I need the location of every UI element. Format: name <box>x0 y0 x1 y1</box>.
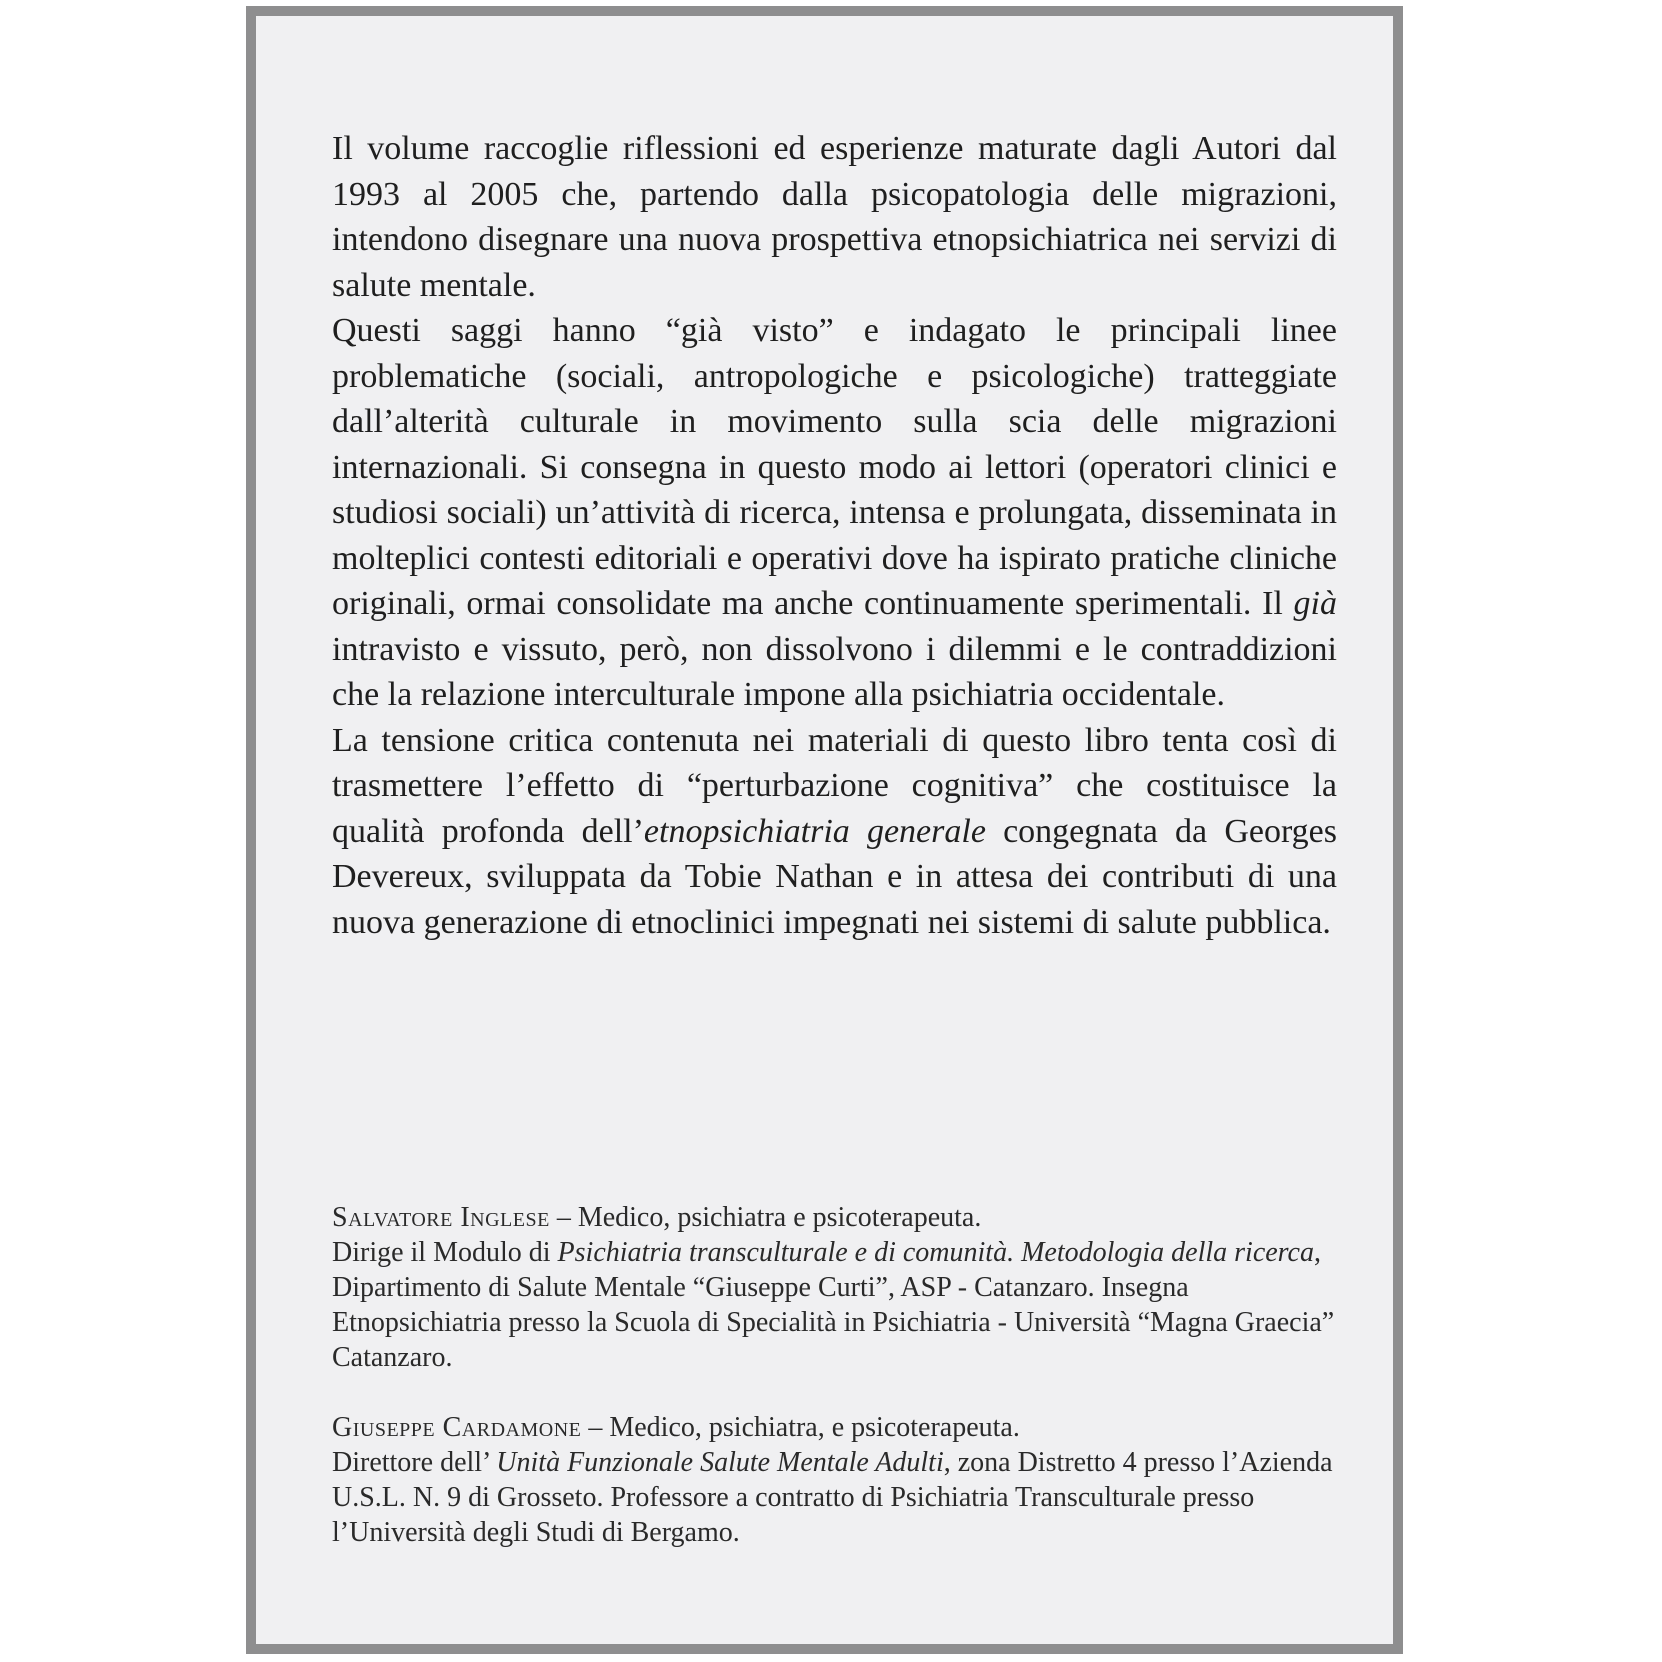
author-bio-end: , Dipartimento di Salute Mentale “Giuseppe Curti”, ASP - Catanzaro. Insegna Etnopsichiatria presso la Scuola di Specialità in Psichiatria - Università “Magna Graecia” Catanzaro. <box>332 1237 1335 1373</box>
blurb-paragraph-3-start: La tensione critica contenuta nei materiali di questo libro tenta così di trasmettere l’effetto di “perturbazione cognitiva” che costituisce la qualità profonda dell’ <box>332 721 1337 850</box>
author-bio-start: Direttore dell’ <box>332 1447 497 1478</box>
blurb-paragraph-3-emphasis: etnopsichiatria generale <box>643 812 986 850</box>
author-bio-start: Dirige il Modulo di <box>332 1237 558 1268</box>
author-bio-emphasis: Psichiatria transculturale e di comunità. Metodologia della ricerca <box>557 1237 1314 1268</box>
author-name: Giuseppe Cardamone <box>332 1412 582 1443</box>
author-role: – Medico, psichiatra e psicoterapeuta. <box>549 1202 982 1233</box>
book-back-cover <box>246 6 1403 1654</box>
blurb-paragraph-3-end: congegnata da Georges Devereux, sviluppata da Tobie Nathan e in attesa dei contributi di una nuova generazione di etnoclinici impegnati nei sistemi di salute pubblica. <box>332 812 1337 941</box>
author-name: Salvatore Inglese <box>332 1202 550 1233</box>
author-bios <box>332 1200 1337 1550</box>
blurb-paragraph-2-end: intravisto e vissuto, però, non dissolvono i dilemmi e le contraddizioni che la relazione interculturale impone alla psichiatria occidentale. <box>332 630 1337 713</box>
blurb-paragraph-1: Il volume raccoglie riflessioni ed esperienze maturate dagli Autori dal 1993 al 2005 che, partendo dalla psicopatologia delle migrazioni, intendono disegnare una nuova prospettiva etnopsichiatrica nei servizi di salute mentale. <box>332 130 1337 304</box>
blurb-paragraph-2-start: Questi saggi hanno “già visto” e indagato le principali linee problematiche (sociali, antropologiche e psicologiche) tratteggiate dall’alterità culturale in movimento sulla scia delle migrazioni internazionali. Si consegna in questo modo ai lettori (operatori clinici e studiosi sociali) un’attività di ricerca, intensa e prolungata, disseminata in molteplici contesti editoriali e operativi dove ha ispirato pratiche cliniche originali, ormai consolidate ma anche continuamente sperimentali. Il <box>332 312 1337 622</box>
author-bio-cardamone <box>332 1410 1337 1550</box>
blurb-paragraph-2 <box>332 308 1337 718</box>
author-bio-end: , zona Distretto 4 presso l’Azienda U.S.L. N. 9 di Grosseto. Professore a contratto di Psichiatria Transculturale presso l’Università degli Studi di Bergamo. <box>332 1447 1333 1548</box>
author-role: – Medico, psichiatra, e psicoterapeuta. <box>581 1412 1020 1443</box>
blurb-paragraph-2-emphasis: già <box>1293 585 1337 622</box>
blurb-text <box>332 126 1337 945</box>
author-bio-emphasis: Unità Funzionale Salute Mentale Adulti <box>496 1447 944 1478</box>
blurb-paragraph-3 <box>332 718 1337 946</box>
author-bio-inglese <box>332 1200 1337 1375</box>
